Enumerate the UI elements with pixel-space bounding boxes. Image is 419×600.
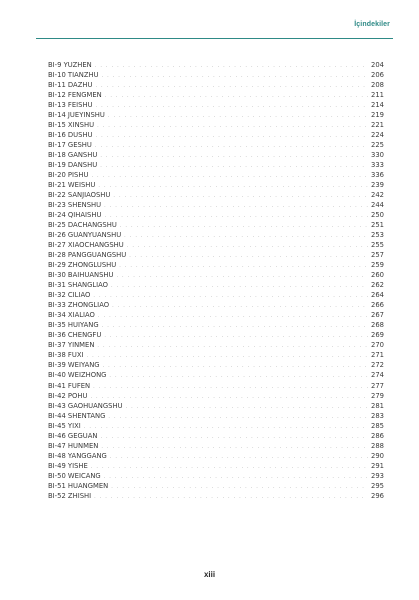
toc-entry-label: BI-19 DANSHU — [48, 161, 98, 170]
toc-dot-leader — [127, 241, 368, 251]
toc-dot-leader — [104, 201, 368, 211]
toc-entry — [48, 140, 384, 150]
toc-dot-leader — [100, 151, 368, 161]
toc-entry — [48, 250, 384, 260]
toc-dot-leader — [96, 101, 368, 111]
toc-entry-label: BI-29 ZHONGLUSHU — [48, 261, 117, 270]
toc-entry-label: BI-10 TIANZHU — [48, 71, 99, 80]
toc-dot-leader — [100, 161, 368, 171]
toc-entry-page-number: 288 — [371, 441, 384, 450]
toc-entry — [48, 220, 384, 230]
toc-entry-page-number: 239 — [371, 181, 384, 190]
toc-entry — [48, 370, 384, 380]
toc-entry-page-number: 270 — [371, 341, 384, 350]
header-rule — [36, 38, 393, 39]
toc-entry — [48, 461, 384, 471]
toc-entry-label: BI-50 WEICANG — [48, 471, 101, 480]
toc-entry-label: BI-42 POHU — [48, 391, 88, 400]
toc-entry — [48, 491, 384, 501]
toc-entry-label: BI-33 ZHONGLIAO — [48, 301, 110, 310]
toc-entry — [48, 481, 384, 491]
toc-entry-page-number: 214 — [371, 101, 384, 110]
toc-entry-label: BI-46 GEGUAN — [48, 431, 98, 440]
toc-entry — [48, 320, 384, 330]
toc-dot-leader — [95, 61, 368, 71]
toc-entry-label: BI-27 XIAOCHANGSHU — [48, 241, 124, 250]
toc-entry — [48, 190, 384, 200]
toc-entry-page-number: 281 — [371, 401, 384, 410]
toc-entry — [48, 70, 384, 80]
toc-entry-label: BI-39 WEIYANG — [48, 361, 100, 370]
toc-entry-label: BI-16 DUSHU — [48, 131, 93, 140]
toc-entry — [48, 401, 384, 411]
toc-dot-leader — [102, 71, 368, 81]
toc-entry — [48, 350, 384, 360]
toc-entry-label: BI-11 DAZHU — [48, 81, 93, 90]
toc-dot-leader — [111, 482, 368, 492]
toc-entry-label: BI-24 QIHAISHU — [48, 211, 102, 220]
toc-entry-page-number: 264 — [371, 291, 384, 300]
toc-entry-page-number: 274 — [371, 371, 384, 380]
toc-entry-page-number: 333 — [371, 161, 384, 170]
table-of-contents — [48, 60, 384, 501]
toc-entry-label: BI-21 WEISHU — [48, 181, 96, 190]
toc-dot-leader — [105, 91, 368, 101]
toc-entry-page-number: 262 — [371, 281, 384, 290]
toc-entry-label: BI-30 BAIHUANSHU — [48, 271, 114, 280]
toc-entry-page-number: 206 — [371, 71, 384, 80]
toc-entry-label: BI-45 YIXI — [48, 421, 81, 430]
toc-entry-label: BI-34 XIALIAO — [48, 311, 95, 320]
page-number: xiii — [203, 570, 216, 579]
toc-entry — [48, 431, 384, 441]
toc-dot-leader — [129, 251, 368, 261]
toc-dot-leader — [93, 291, 368, 301]
toc-entry — [48, 310, 384, 320]
toc-entry-page-number: 266 — [371, 301, 384, 310]
toc-entry — [48, 180, 384, 190]
toc-entry-label: BI-51 HUANGMEN — [48, 481, 109, 490]
toc-entry-page-number: 208 — [371, 81, 384, 90]
toc-entry-label: BI-22 SANJIAOSHU — [48, 191, 111, 200]
toc-entry-label: BI-32 CILIAO — [48, 291, 91, 300]
toc-entry-page-number: 204 — [371, 61, 384, 69]
toc-dot-leader — [97, 341, 368, 351]
toc-entry — [48, 381, 384, 391]
toc-entry — [48, 160, 384, 170]
toc-entry-label: BI-28 PANGGUANGSHU — [48, 251, 127, 260]
toc-entry-label: BI-52 ZHISHI — [48, 491, 92, 500]
toc-entry-page-number: 285 — [371, 421, 384, 430]
toc-entry — [48, 411, 384, 421]
toc-dot-leader — [112, 301, 368, 311]
toc-entry — [48, 210, 384, 220]
toc-dot-leader — [108, 111, 368, 121]
toc-entry-page-number: 277 — [371, 381, 384, 390]
toc-entry-label: BI-48 YANGGANG — [48, 451, 107, 460]
toc-dot-leader — [124, 231, 368, 241]
toc-entry-label: BI-9 YUZHEN — [48, 61, 92, 69]
toc-entry — [48, 280, 384, 290]
toc-dot-leader — [98, 311, 368, 321]
toc-entry-page-number: 286 — [371, 431, 384, 440]
toc-dot-leader — [91, 462, 368, 472]
toc-entry-page-number: 242 — [371, 191, 384, 200]
toc-entry-label: BI-17 GESHU — [48, 141, 92, 150]
toc-entry-page-number: 253 — [371, 231, 384, 240]
toc-entry — [48, 110, 384, 120]
running-header-title: İçindekiler — [354, 21, 390, 28]
toc-entry-page-number: 283 — [371, 411, 384, 420]
toc-entry-label: BI-23 SHENSHU — [48, 201, 102, 210]
toc-entry — [48, 421, 384, 431]
toc-entry-label: BI-26 GUANYUANSHU — [48, 231, 122, 240]
toc-entry-page-number: 225 — [371, 141, 384, 150]
toc-entry — [48, 130, 384, 140]
toc-dot-leader — [108, 412, 368, 422]
toc-dot-leader — [95, 141, 368, 151]
toc-entry-label: BI-14 JUEYINSHU — [48, 111, 105, 120]
toc-entry-page-number: 330 — [371, 151, 384, 160]
toc-entry-label: BI-40 WEIZHONG — [48, 371, 107, 380]
toc-entry — [48, 100, 384, 110]
toc-dot-leader — [126, 402, 368, 412]
toc-dot-leader — [116, 271, 368, 281]
toc-dot-leader — [104, 331, 368, 341]
toc-dot-leader — [97, 121, 368, 131]
toc-entry — [48, 260, 384, 270]
toc-entry — [48, 240, 384, 250]
toc-dot-leader — [86, 351, 368, 361]
toc-entry-page-number: 259 — [371, 261, 384, 270]
toc-dot-leader — [102, 321, 368, 331]
toc-dot-leader — [110, 452, 368, 462]
toc-entry — [48, 120, 384, 130]
toc-entry-page-number: 291 — [371, 461, 384, 470]
toc-entry — [48, 330, 384, 340]
toc-dot-leader — [98, 181, 368, 191]
toc-entry — [48, 441, 384, 451]
toc-entry-label: BI-38 FUXI — [48, 351, 84, 360]
toc-entry — [48, 90, 384, 100]
toc-entry-page-number: 296 — [371, 491, 384, 500]
toc-entry-label: BI-49 YISHE — [48, 461, 88, 470]
toc-entry-page-number: 271 — [371, 351, 384, 360]
toc-dot-leader — [109, 371, 368, 381]
toc-entry-label: BI-37 YINMEN — [48, 341, 95, 350]
toc-dot-leader — [111, 281, 368, 291]
toc-dot-leader — [95, 81, 368, 91]
toc-entry-label: BI-47 HUNMEN — [48, 441, 99, 450]
toc-entry-label: BI-35 HUIYANG — [48, 321, 99, 330]
toc-dot-leader — [84, 422, 368, 432]
toc-entry — [48, 471, 384, 481]
toc-entry-page-number: 250 — [371, 211, 384, 220]
toc-entry-label: BI-44 SHENTANG — [48, 411, 106, 420]
toc-entry — [48, 270, 384, 280]
toc-dot-leader — [96, 131, 368, 141]
toc-entry-label: BI-12 FENGMEN — [48, 91, 102, 100]
toc-entry — [48, 170, 384, 180]
toc-entry — [48, 150, 384, 160]
toc-entry-label: BI-18 GANSHU — [48, 151, 98, 160]
toc-entry — [48, 230, 384, 240]
toc-entry-page-number: 269 — [371, 331, 384, 340]
toc-entry-page-number: 257 — [371, 251, 384, 260]
toc-dot-leader — [104, 211, 368, 221]
toc-entry-page-number: 268 — [371, 321, 384, 330]
toc-entry-label: BI-36 CHENGFU — [48, 331, 102, 340]
toc-dot-leader — [104, 472, 368, 482]
toc-entry — [48, 200, 384, 210]
toc-entry-page-number: 293 — [371, 471, 384, 480]
toc-entry-label: BI-20 PISHU — [48, 171, 89, 180]
toc-entry-page-number: 279 — [371, 391, 384, 400]
toc-entry-page-number: 267 — [371, 311, 384, 320]
toc-entry — [48, 391, 384, 401]
toc-dot-leader — [120, 221, 368, 231]
toc-dot-leader — [113, 191, 368, 201]
toc-entry — [48, 451, 384, 461]
toc-entry-page-number: 260 — [371, 271, 384, 280]
toc-entry-label: BI-41 FUFEN — [48, 381, 91, 390]
toc-entry — [48, 300, 384, 310]
toc-entry-page-number: 295 — [371, 481, 384, 490]
toc-entry-page-number: 255 — [371, 241, 384, 250]
toc-dot-leader — [101, 442, 368, 452]
toc-entry-page-number: 290 — [371, 451, 384, 460]
toc-entry-label: BI-25 DACHANGSHU — [48, 221, 117, 230]
toc-entry-page-number: 211 — [371, 91, 384, 100]
toc-entry-page-number: 244 — [371, 201, 384, 210]
toc-entry-page-number: 251 — [371, 221, 384, 230]
toc-dot-leader — [91, 171, 368, 181]
toc-dot-leader — [94, 492, 368, 502]
toc-dot-leader — [90, 392, 368, 402]
toc-entry — [48, 360, 384, 370]
toc-dot-leader — [119, 261, 368, 271]
toc-entry — [48, 340, 384, 350]
toc-entry-page-number: 224 — [371, 131, 384, 140]
toc-dot-leader — [93, 382, 368, 392]
toc-entry-page-number: 219 — [371, 111, 384, 120]
toc-dot-leader — [100, 432, 368, 442]
toc-entry-label: BI-31 SHANGLIAO — [48, 281, 109, 290]
toc-entry — [48, 80, 384, 90]
toc-entry — [48, 290, 384, 300]
toc-entry — [48, 60, 384, 70]
toc-entry-page-number: 336 — [371, 171, 384, 180]
toc-entry-label: BI-13 FEISHU — [48, 101, 93, 110]
toc-entry-page-number: 272 — [371, 361, 384, 370]
toc-entry-page-number: 221 — [371, 121, 384, 130]
toc-dot-leader — [103, 361, 368, 371]
toc-entry-label: BI-15 XINSHU — [48, 121, 95, 130]
toc-entry-label: BI-43 GAOHUANGSHU — [48, 401, 123, 410]
